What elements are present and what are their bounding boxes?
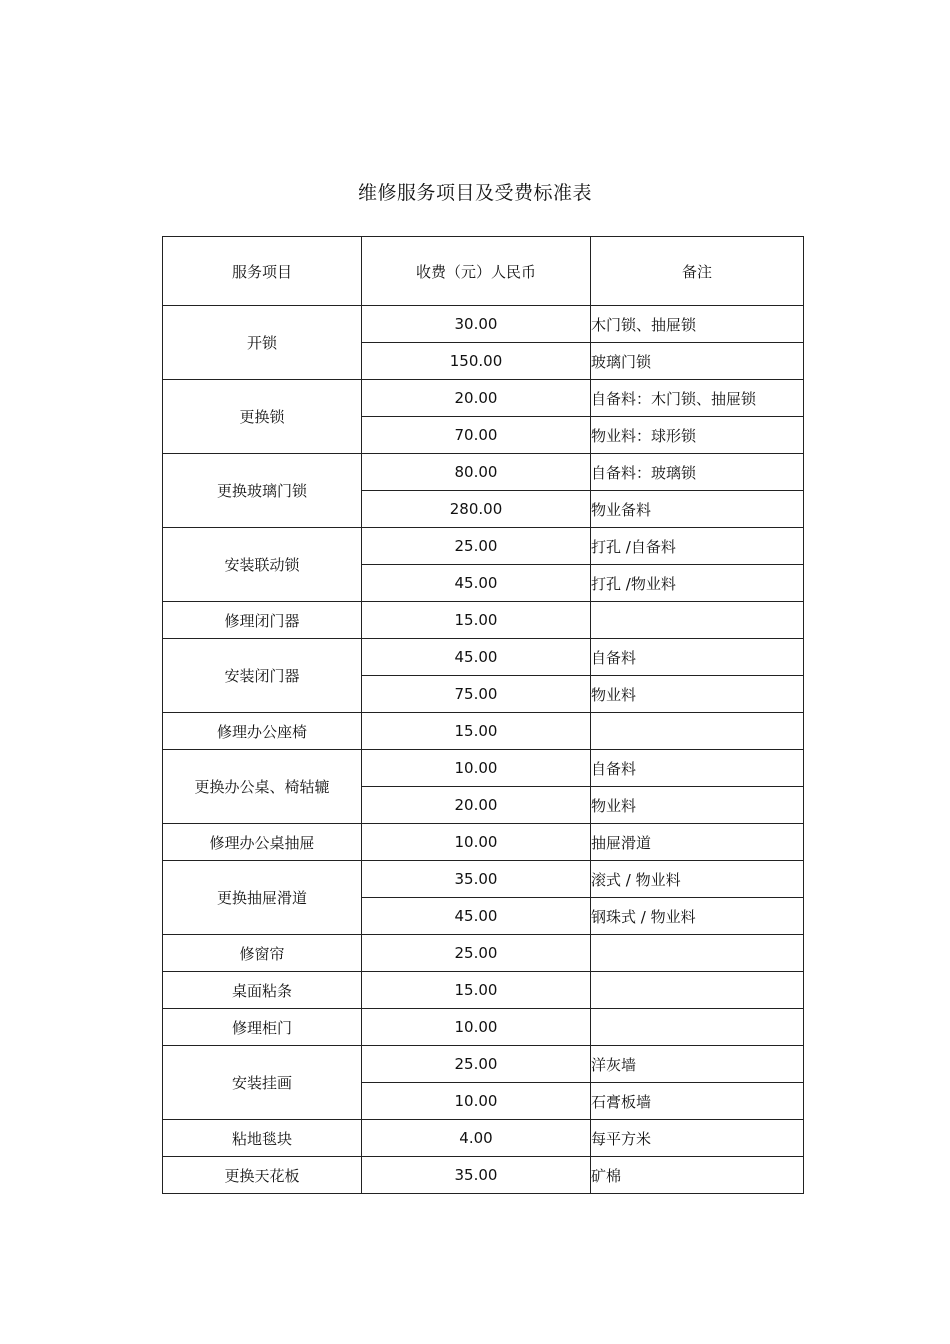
- note-cell: 自备料: [591, 639, 804, 676]
- note-cell: 物业料: [591, 787, 804, 824]
- service-item-cell: 修理办公座椅: [163, 713, 362, 750]
- note-cell: 木门锁、抽屉锁: [591, 306, 804, 343]
- header-item: 服务项目: [163, 237, 362, 306]
- price-cell: 10.00: [362, 1009, 591, 1046]
- note-cell: 滚式 / 物业料: [591, 861, 804, 898]
- note-cell: 矿棉: [591, 1157, 804, 1194]
- price-cell: 280.00: [362, 491, 591, 528]
- note-cell: 抽屉滑道: [591, 824, 804, 861]
- price-cell: 20.00: [362, 380, 591, 417]
- service-item-cell: 开锁: [163, 306, 362, 380]
- note-cell: 钢珠式 / 物业料: [591, 898, 804, 935]
- price-cell: 10.00: [362, 1083, 591, 1120]
- note-cell: 每平方米: [591, 1120, 804, 1157]
- table-row: [163, 1120, 804, 1157]
- price-cell: 25.00: [362, 1046, 591, 1083]
- fee-table: [162, 236, 804, 1194]
- price-cell: 25.00: [362, 935, 591, 972]
- note-cell: 自备料：木门锁、抽屉锁: [591, 380, 804, 417]
- price-cell: 80.00: [362, 454, 591, 491]
- price-cell: 25.00: [362, 528, 591, 565]
- table-header: [163, 237, 804, 306]
- note-cell: 物业料：球形锁: [591, 417, 804, 454]
- service-item-cell: 桌面粘条: [163, 972, 362, 1009]
- note-cell: 打孔 /自备料: [591, 528, 804, 565]
- note-cell: [591, 713, 804, 750]
- table-row: [163, 380, 804, 417]
- price-cell: 4.00: [362, 1120, 591, 1157]
- service-item-cell: 修窗帘: [163, 935, 362, 972]
- price-cell: 20.00: [362, 787, 591, 824]
- price-cell: 35.00: [362, 1157, 591, 1194]
- table-row: [163, 602, 804, 639]
- table-body: [163, 306, 804, 1194]
- price-cell: 10.00: [362, 750, 591, 787]
- price-cell: 15.00: [362, 713, 591, 750]
- table-row: [163, 639, 804, 676]
- note-cell: 自备料: [591, 750, 804, 787]
- service-item-cell: 安装挂画: [163, 1046, 362, 1120]
- service-item-cell: 更换办公桌、椅轱辘: [163, 750, 362, 824]
- service-item-cell: 修理闭门器: [163, 602, 362, 639]
- service-item-cell: 更换抽屉滑道: [163, 861, 362, 935]
- table-row: [163, 1046, 804, 1083]
- note-cell: 物业料: [591, 676, 804, 713]
- price-cell: 45.00: [362, 565, 591, 602]
- header-note: 备注: [591, 237, 804, 306]
- table-row: [163, 750, 804, 787]
- service-item-cell: 修理办公桌抽屉: [163, 824, 362, 861]
- note-cell: 石膏板墙: [591, 1083, 804, 1120]
- table-row: [163, 306, 804, 343]
- note-cell: 物业备料: [591, 491, 804, 528]
- price-cell: 30.00: [362, 306, 591, 343]
- note-cell: [591, 1009, 804, 1046]
- price-cell: 150.00: [362, 343, 591, 380]
- header-price: 收费（元）人民币: [362, 237, 591, 306]
- note-cell: [591, 602, 804, 639]
- table-row: [163, 454, 804, 491]
- note-cell: 玻璃门锁: [591, 343, 804, 380]
- service-item-cell: 更换锁: [163, 380, 362, 454]
- table-row: [163, 1157, 804, 1194]
- note-cell: 打孔 /物业料: [591, 565, 804, 602]
- price-cell: 15.00: [362, 972, 591, 1009]
- note-cell: 洋灰墙: [591, 1046, 804, 1083]
- note-cell: [591, 935, 804, 972]
- table-row: [163, 935, 804, 972]
- table-row: [163, 528, 804, 565]
- table-row: [163, 972, 804, 1009]
- table-row: [163, 713, 804, 750]
- price-cell: 10.00: [362, 824, 591, 861]
- price-cell: 45.00: [362, 898, 591, 935]
- service-item-cell: 更换玻璃门锁: [163, 454, 362, 528]
- service-item-cell: 粘地毯块: [163, 1120, 362, 1157]
- note-cell: [591, 972, 804, 1009]
- service-item-cell: 更换天花板: [163, 1157, 362, 1194]
- header-row: [163, 237, 804, 306]
- service-item-cell: 安装闭门器: [163, 639, 362, 713]
- table-row: [163, 861, 804, 898]
- price-cell: 45.00: [362, 639, 591, 676]
- price-cell: 70.00: [362, 417, 591, 454]
- service-item-cell: 安装联动锁: [163, 528, 362, 602]
- price-cell: 15.00: [362, 602, 591, 639]
- note-cell: 自备料：玻璃锁: [591, 454, 804, 491]
- table-row: [163, 824, 804, 861]
- service-item-cell: 修理柜门: [163, 1009, 362, 1046]
- page-title: 维修服务项目及受费标准表: [357, 182, 592, 204]
- price-cell: 75.00: [362, 676, 591, 713]
- table-row: [163, 1009, 804, 1046]
- price-cell: 35.00: [362, 861, 591, 898]
